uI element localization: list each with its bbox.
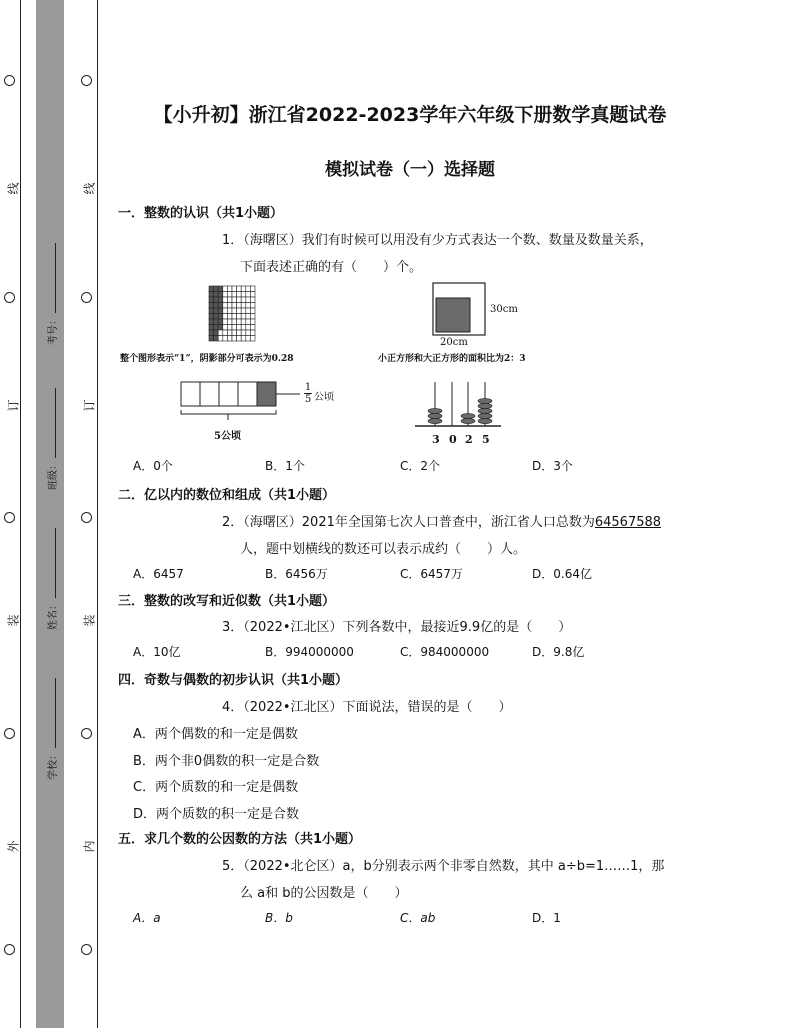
option-a[interactable]: A．a bbox=[133, 911, 161, 925]
grid-cell bbox=[237, 286, 242, 292]
option-a[interactable]: A．10亿 bbox=[133, 645, 181, 659]
grid-cell-shaded bbox=[214, 330, 219, 336]
grid-cell bbox=[223, 314, 228, 320]
field-label: 考号： bbox=[48, 315, 59, 345]
binding-hole bbox=[4, 944, 15, 955]
section-heading: 三．整数的改写和近似数（共1小题） bbox=[118, 594, 336, 609]
field-line bbox=[55, 528, 56, 598]
question-text: 3．（2022•江北区）下列各数中，最接近9.9亿的是（ ） bbox=[222, 620, 572, 635]
question-text: 么 a和 b的公因数是（ ） bbox=[240, 886, 408, 901]
grid-cell bbox=[223, 330, 228, 336]
grid-cell bbox=[232, 330, 237, 336]
option-d[interactable]: D．0.64亿 bbox=[532, 567, 592, 581]
section-heading: 一．整数的认识（共1小题） bbox=[118, 206, 284, 221]
binding-strip bbox=[36, 0, 64, 1028]
grid-cell bbox=[237, 319, 242, 325]
grid-cell-shaded bbox=[209, 297, 214, 303]
grid-cell bbox=[232, 314, 237, 320]
grid-cell bbox=[241, 336, 246, 342]
grid-cell bbox=[246, 330, 251, 336]
grid-cell bbox=[250, 325, 255, 331]
margin-char: 订 bbox=[82, 399, 97, 412]
grid-cell bbox=[241, 319, 246, 325]
abacus-bead bbox=[478, 418, 492, 423]
grid-cell bbox=[223, 325, 228, 331]
grid-cell bbox=[232, 308, 237, 314]
grid-cell bbox=[232, 286, 237, 292]
question-text bbox=[222, 511, 661, 530]
option-c[interactable]: C．ab bbox=[400, 911, 436, 925]
abacus-digit: 5 bbox=[482, 433, 490, 446]
grid-cell-shaded bbox=[214, 319, 219, 325]
abacus-figure bbox=[415, 380, 505, 428]
grid-cell bbox=[223, 308, 228, 314]
option-d[interactable]: D．9.8亿 bbox=[532, 645, 585, 659]
grid-cell bbox=[232, 336, 237, 342]
grid-cell-shaded bbox=[209, 325, 214, 331]
grid-cell-shaded bbox=[214, 303, 219, 309]
grid-cell-shaded bbox=[209, 336, 214, 342]
abacus-digit: 0 bbox=[449, 433, 457, 446]
grid-cell bbox=[250, 286, 255, 292]
grid-cell-shaded bbox=[218, 319, 223, 325]
grid-cell bbox=[237, 330, 242, 336]
section-heading: 四．奇数与偶数的初步认识（共1小题） bbox=[118, 673, 349, 688]
fraction-label bbox=[304, 382, 312, 405]
grid-cell bbox=[227, 314, 232, 320]
binding-hole bbox=[4, 75, 15, 86]
name-field[interactable] bbox=[44, 528, 59, 630]
grid-cell bbox=[250, 308, 255, 314]
abacus-bead bbox=[428, 418, 442, 423]
option-a[interactable]: A．两个偶数的和一定是偶数 bbox=[133, 727, 298, 742]
grid-cell bbox=[232, 297, 237, 303]
grid-cell bbox=[223, 319, 228, 325]
decimal-grid-figure bbox=[208, 285, 258, 343]
binding-hole bbox=[4, 512, 15, 523]
option-d[interactable]: D．1 bbox=[532, 911, 561, 925]
binding-hole bbox=[4, 728, 15, 739]
grid-cell bbox=[250, 330, 255, 336]
grid-cell bbox=[223, 286, 228, 292]
binding-hole bbox=[4, 292, 15, 303]
grid-cell bbox=[227, 336, 232, 342]
grid-cell bbox=[250, 297, 255, 303]
grid-cell-shaded bbox=[209, 292, 214, 298]
grid-cell bbox=[241, 292, 246, 298]
grid-cell-shaded bbox=[209, 319, 214, 325]
grid-cell-shaded bbox=[209, 314, 214, 320]
option-a[interactable]: A．6457 bbox=[133, 567, 184, 581]
option-c[interactable]: C．两个质数的和一定是偶数 bbox=[133, 780, 299, 795]
squares-figure bbox=[432, 282, 488, 338]
question-text: 人，题中划横线的数还可以表示成约（ ）人。 bbox=[240, 542, 527, 557]
school-field[interactable] bbox=[44, 678, 59, 780]
abacus-digit: 2 bbox=[465, 433, 473, 446]
grid-cell bbox=[250, 303, 255, 309]
grid-cell-shaded bbox=[214, 292, 219, 298]
option-b[interactable]: B．994000000 bbox=[265, 645, 354, 659]
grid-cell-shaded bbox=[218, 286, 223, 292]
option-b[interactable]: B．b bbox=[265, 911, 293, 925]
question-text: 5．（2022•北仑区）a，b分别表示两个非零自然数，其中 a÷b=1……1，那 bbox=[222, 859, 665, 874]
grid-cell bbox=[246, 292, 251, 298]
grid-cell bbox=[227, 297, 232, 303]
grid-cell-shaded bbox=[209, 330, 214, 336]
grid-cell-shaded bbox=[218, 325, 223, 331]
question-text: 1．（海曙区）我们有时候可以用没有少方式表达一个数、数量及数量关系， bbox=[222, 233, 653, 248]
grid-cell-shaded bbox=[214, 308, 219, 314]
page-title: 【小升初】浙江省2022-2023学年六年级下册数学真题试卷 bbox=[153, 104, 667, 126]
grid-cell bbox=[237, 308, 242, 314]
margin-char: 装 bbox=[82, 614, 97, 627]
page-subtitle: 模拟试卷（一）选择题 bbox=[325, 160, 495, 180]
grid-cell bbox=[250, 319, 255, 325]
grid-cell bbox=[227, 308, 232, 314]
option-b[interactable]: B．6456万 bbox=[265, 567, 328, 581]
grid-cell bbox=[227, 325, 232, 331]
grid-cell bbox=[246, 297, 251, 303]
abacus-bead bbox=[428, 408, 442, 413]
abacus-bead bbox=[478, 398, 492, 403]
option-b[interactable]: B．1个 bbox=[265, 459, 305, 473]
abacus-bead bbox=[478, 408, 492, 413]
grid-cell-shaded bbox=[214, 297, 219, 303]
margin-char: 外 bbox=[6, 840, 21, 853]
option-a[interactable]: A．0个 bbox=[133, 459, 173, 473]
margin-line-right bbox=[97, 0, 98, 1028]
option-c[interactable]: C．984000000 bbox=[400, 645, 490, 659]
grid-cell bbox=[241, 303, 246, 309]
grid-cell bbox=[241, 297, 246, 303]
section-heading: 五．求几个数的公因数的方法（共1小题） bbox=[118, 832, 362, 847]
grid-cell-shaded bbox=[218, 303, 223, 309]
grid-cell bbox=[237, 297, 242, 303]
grid-cell bbox=[241, 325, 246, 331]
grid-cell-shaded bbox=[214, 336, 219, 342]
grid-cell bbox=[241, 286, 246, 292]
grid-cell bbox=[227, 319, 232, 325]
section-heading: 二．亿以内的数位和组成（共1小题） bbox=[118, 488, 336, 503]
fraction-numerator: 1 bbox=[304, 382, 312, 393]
small-square-side-label: 20cm bbox=[440, 337, 468, 348]
grid-cell bbox=[246, 303, 251, 309]
grid-cell bbox=[237, 314, 242, 320]
underlined-number: 64567588 bbox=[594, 515, 662, 530]
binding-hole bbox=[81, 512, 92, 523]
field-label: 姓名： bbox=[48, 600, 59, 630]
grid-cell bbox=[246, 314, 251, 320]
area-bar-figure bbox=[180, 380, 320, 430]
binding-hole bbox=[81, 728, 92, 739]
grid-cell bbox=[237, 292, 242, 298]
grid-cell-shaded bbox=[209, 303, 214, 309]
margin-char: 订 bbox=[6, 399, 21, 412]
grid-cell-shaded bbox=[218, 314, 223, 320]
fraction-unit: 公顷 bbox=[314, 392, 334, 403]
field-line bbox=[55, 243, 56, 313]
grid-cell bbox=[223, 297, 228, 303]
grid-cell-shaded bbox=[209, 308, 214, 314]
abacus-bead bbox=[428, 413, 442, 418]
grid-caption: 整个图形表示“1”，阴影部分可表示为0.28 bbox=[120, 354, 294, 364]
grid-cell bbox=[250, 314, 255, 320]
margin-line-left bbox=[20, 0, 21, 1028]
binding-hole bbox=[81, 292, 92, 303]
grid-cell-shaded bbox=[218, 292, 223, 298]
grid-cell bbox=[241, 330, 246, 336]
abacus-digit: 3 bbox=[432, 433, 440, 446]
grid-cell bbox=[241, 314, 246, 320]
grid-cell bbox=[227, 303, 232, 309]
option-c[interactable]: C．6457万 bbox=[400, 567, 463, 581]
abacus-bead bbox=[461, 418, 475, 423]
grid-cell bbox=[218, 336, 223, 342]
grid-cell-shaded bbox=[214, 314, 219, 320]
question-text-part: 2．（海曙区）2021年全国第七次人口普查中，浙江省人口总数为 bbox=[222, 515, 595, 530]
field-label: 班级： bbox=[48, 460, 59, 490]
grid-cell bbox=[246, 286, 251, 292]
fraction-denominator: 5 bbox=[304, 394, 312, 405]
option-d[interactable]: D．两个质数的积一定是合数 bbox=[133, 807, 300, 822]
field-line bbox=[55, 678, 56, 748]
abacus-bead bbox=[478, 403, 492, 408]
grid-cell bbox=[246, 336, 251, 342]
grid-cell bbox=[232, 319, 237, 325]
grid-cell bbox=[250, 336, 255, 342]
grid-cell bbox=[223, 292, 228, 298]
binding-hole bbox=[81, 944, 92, 955]
grid-cell bbox=[246, 319, 251, 325]
option-b[interactable]: B．两个非0偶数的积一定是合数 bbox=[133, 754, 320, 769]
grid-cell bbox=[237, 336, 242, 342]
abacus-bead bbox=[461, 413, 475, 418]
grid-cell bbox=[246, 325, 251, 331]
grid-cell bbox=[218, 330, 223, 336]
grid-cell bbox=[227, 292, 232, 298]
grid-cell bbox=[227, 286, 232, 292]
grid-cell bbox=[223, 303, 228, 309]
grid-cell bbox=[237, 325, 242, 331]
squares-caption: 小正方形和大正方形的面积比为2：3 bbox=[378, 354, 526, 364]
grid-cell bbox=[246, 308, 251, 314]
exam-number-field[interactable] bbox=[44, 243, 59, 345]
grid-cell bbox=[241, 308, 246, 314]
question-text: 4．（2022•江北区）下面说法，错误的是（ ） bbox=[222, 700, 512, 715]
grid-cell bbox=[232, 303, 237, 309]
option-d[interactable]: D．3个 bbox=[532, 459, 573, 473]
grid-cell-shaded bbox=[214, 325, 219, 331]
abacus-bead bbox=[478, 413, 492, 418]
grid-cell bbox=[223, 336, 228, 342]
grid-cell bbox=[232, 292, 237, 298]
grid-cell bbox=[227, 330, 232, 336]
grid-cell bbox=[232, 325, 237, 331]
grid-cell-shaded bbox=[214, 286, 219, 292]
class-field[interactable] bbox=[44, 388, 59, 490]
field-label: 学校： bbox=[48, 750, 59, 780]
grid-cell bbox=[237, 303, 242, 309]
question-text: 下面表述正确的有（ ）个。 bbox=[240, 260, 423, 275]
field-line bbox=[55, 388, 56, 458]
margin-char: 装 bbox=[6, 614, 21, 627]
grid-cell-shaded bbox=[209, 286, 214, 292]
binding-hole bbox=[81, 75, 92, 86]
grid-cell-shaded bbox=[218, 297, 223, 303]
grid-cell bbox=[250, 292, 255, 298]
margin-char: 内 bbox=[82, 840, 97, 853]
grid-cell-shaded bbox=[218, 308, 223, 314]
margin-char: 线 bbox=[6, 182, 21, 195]
bar-total-label: 5公顷 bbox=[214, 431, 241, 442]
margin-char: 线 bbox=[82, 182, 97, 195]
big-square-side-label: 30cm bbox=[490, 304, 518, 315]
option-c[interactable]: C．2个 bbox=[400, 459, 441, 473]
